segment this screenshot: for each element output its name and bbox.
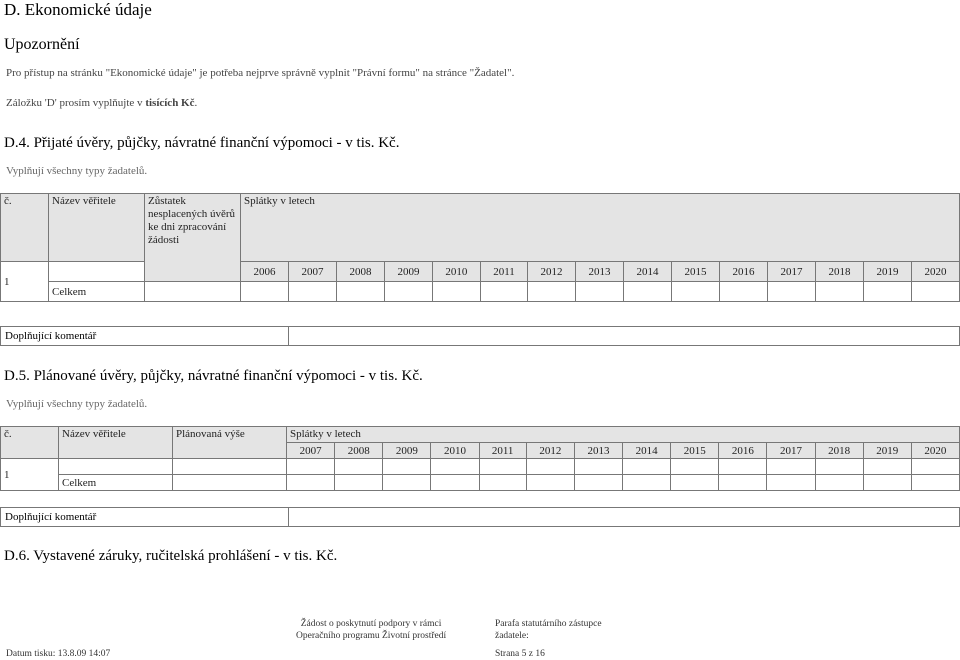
d5-note: Vyplňují všechny typy žadatelů. <box>6 398 148 410</box>
d5-planned-cell[interactable] <box>173 459 287 475</box>
repayment-cell[interactable] <box>911 459 959 475</box>
repayment-cell[interactable] <box>672 282 720 302</box>
d4-header-repayments: Splátky v letech <box>241 194 960 262</box>
year-header: 2015 <box>671 443 719 459</box>
d4-comment-input[interactable] <box>288 326 960 346</box>
footer-print-date: Datum tisku: 13.8.09 14:07 <box>6 649 111 659</box>
footer-signature-line-2: žadatele: <box>495 631 529 641</box>
year-header: 2015 <box>672 262 720 282</box>
footer-page: Strana 5 z 16 <box>495 649 545 659</box>
year-header: 2009 <box>384 262 432 282</box>
repayment-cell[interactable] <box>576 282 624 302</box>
repayment-total-cell[interactable] <box>863 475 911 491</box>
repayment-cell[interactable] <box>383 459 431 475</box>
year-header: 2018 <box>815 443 863 459</box>
d4-table <box>0 193 960 302</box>
repayment-cell[interactable] <box>528 282 576 302</box>
repayment-total-cell[interactable] <box>431 475 479 491</box>
warning-line-2 <box>6 97 197 109</box>
d4-header-creditor: Název věřitele <box>49 194 145 262</box>
repayment-total-cell[interactable] <box>719 475 767 491</box>
d4-row-number: 1 <box>1 262 49 302</box>
repayment-cell[interactable] <box>863 459 911 475</box>
repayment-cell[interactable] <box>720 282 768 302</box>
repayment-cell[interactable] <box>815 282 863 302</box>
repayment-cell[interactable] <box>526 459 574 475</box>
repayment-cell[interactable] <box>624 282 672 302</box>
warning-line-2-bold: tisících Kč <box>145 97 195 109</box>
repayment-total-cell[interactable] <box>287 475 335 491</box>
d5-total-label: Celkem <box>59 475 173 491</box>
d5-comment-label-box <box>0 507 289 527</box>
d5-header-creditor: Název věřitele <box>59 427 173 459</box>
repayment-cell[interactable] <box>767 282 815 302</box>
repayment-total-cell[interactable] <box>911 475 959 491</box>
repayment-cell[interactable] <box>480 282 527 302</box>
year-header: 2009 <box>383 443 431 459</box>
year-header: 2006 <box>241 262 289 282</box>
repayment-cell[interactable] <box>863 282 911 302</box>
year-header: 2017 <box>767 443 815 459</box>
repayment-cell[interactable] <box>288 282 336 302</box>
repayment-cell[interactable] <box>574 459 622 475</box>
d5-comment-input[interactable] <box>288 507 960 527</box>
year-header: 2011 <box>479 443 526 459</box>
repayment-cell[interactable] <box>623 459 671 475</box>
repayment-total-cell[interactable] <box>479 475 526 491</box>
repayment-cell[interactable] <box>335 459 383 475</box>
footer-request-line-1: Žádost o poskytnutí podpory v rámci <box>300 619 442 629</box>
d4-years-row <box>1 262 960 282</box>
d4-title: D.4. Přijaté úvěry, půjčky, návratné finanční výpomoci - v tis. Kč. <box>4 135 400 151</box>
year-header: 2020 <box>911 262 959 282</box>
repayment-total-cell[interactable] <box>335 475 383 491</box>
repayment-cell[interactable] <box>719 459 767 475</box>
repayment-cell[interactable] <box>336 282 384 302</box>
repayment-total-cell[interactable] <box>815 475 863 491</box>
d4-total-label: Celkem <box>49 282 145 302</box>
repayment-total-cell[interactable] <box>526 475 574 491</box>
footer-request-line-2: Operačního programu Životní prostředí <box>296 631 447 641</box>
d5-row-number: 1 <box>1 459 59 491</box>
year-header: 2014 <box>624 262 672 282</box>
d4-header-balance: Zůstatek nesplacených úvěrů ke dni zpracování žádosti <box>145 194 241 282</box>
footer-signature <box>495 618 602 642</box>
year-header: 2016 <box>720 262 768 282</box>
d6-title: D.6. Vystavené záruky, ručitelská prohlášení - v tis. Kč. <box>4 548 338 564</box>
repayment-cell[interactable] <box>671 459 719 475</box>
page-title: D. Ekonomické údaje <box>4 0 152 19</box>
d5-header-num: č. <box>1 427 59 459</box>
d4-comment-label: Doplňující komentář <box>5 330 97 342</box>
d4-note: Vyplňují všechny typy žadatelů. <box>6 165 148 177</box>
year-header: 2008 <box>335 443 383 459</box>
year-header: 2017 <box>767 262 815 282</box>
footer-signature-line-1: Parafa statutárního zástupce <box>495 619 602 629</box>
d5-total-planned[interactable] <box>173 475 287 491</box>
year-header: 2007 <box>287 443 335 459</box>
year-header: 2014 <box>623 443 671 459</box>
d4-comment-label-box <box>0 326 289 346</box>
d5-header-repayments: Splátky v letech <box>287 427 960 443</box>
d5-comment-label: Doplňující komentář <box>5 511 97 523</box>
d5-total-row <box>1 475 960 491</box>
year-header: 2007 <box>288 262 336 282</box>
repayment-cell[interactable] <box>911 282 959 302</box>
year-header: 2010 <box>431 443 479 459</box>
warning-line-2-suffix: . <box>194 97 198 109</box>
year-header: 2013 <box>576 262 624 282</box>
year-header: 2012 <box>528 262 576 282</box>
warning-heading: Upozornění <box>4 36 80 53</box>
repayment-total-cell[interactable] <box>383 475 431 491</box>
year-header: 2018 <box>815 262 863 282</box>
year-header: 2016 <box>719 443 767 459</box>
repayment-cell[interactable] <box>479 459 526 475</box>
repayment-cell[interactable] <box>815 459 863 475</box>
year-header: 2013 <box>574 443 622 459</box>
year-header: 2012 <box>526 443 574 459</box>
repayment-total-cell[interactable] <box>671 475 719 491</box>
year-header: 2020 <box>911 443 959 459</box>
repayment-total-cell[interactable] <box>767 475 815 491</box>
repayment-cell[interactable] <box>384 282 432 302</box>
d5-table <box>0 426 960 491</box>
d5-title: D.5. Plánované úvěry, půjčky, návratné finanční výpomoci - v tis. Kč. <box>4 368 423 384</box>
year-header: 2011 <box>480 262 527 282</box>
d4-creditor-cell[interactable] <box>49 262 145 282</box>
d4-header-num: č. <box>1 194 49 262</box>
repayment-cell[interactable] <box>431 459 479 475</box>
repayment-cell[interactable] <box>432 282 480 302</box>
d4-values-row <box>1 282 960 302</box>
d5-header-planned: Plánovaná výše <box>173 427 287 459</box>
year-header: 2019 <box>863 262 911 282</box>
warning-line-1: Pro přístup na stránku "Ekonomické údaje" je potřeba nejprve správně vyplnit "Právní formu" na stránce "Žadatel". <box>6 67 515 79</box>
d5-creditor-cell[interactable] <box>59 459 173 475</box>
repayment-cell[interactable] <box>287 459 335 475</box>
repayment-total-cell[interactable] <box>623 475 671 491</box>
year-header: 2019 <box>863 443 911 459</box>
d5-values-row <box>1 459 960 475</box>
d4-total-balance[interactable] <box>145 282 241 302</box>
repayment-total-cell[interactable] <box>574 475 622 491</box>
footer-request <box>296 618 446 642</box>
year-header: 2008 <box>336 262 384 282</box>
warning-line-2-prefix: Záložku 'D' prosím vyplňujte v <box>6 97 146 109</box>
repayment-cell[interactable] <box>241 282 289 302</box>
year-header: 2010 <box>432 262 480 282</box>
repayment-cell[interactable] <box>767 459 815 475</box>
